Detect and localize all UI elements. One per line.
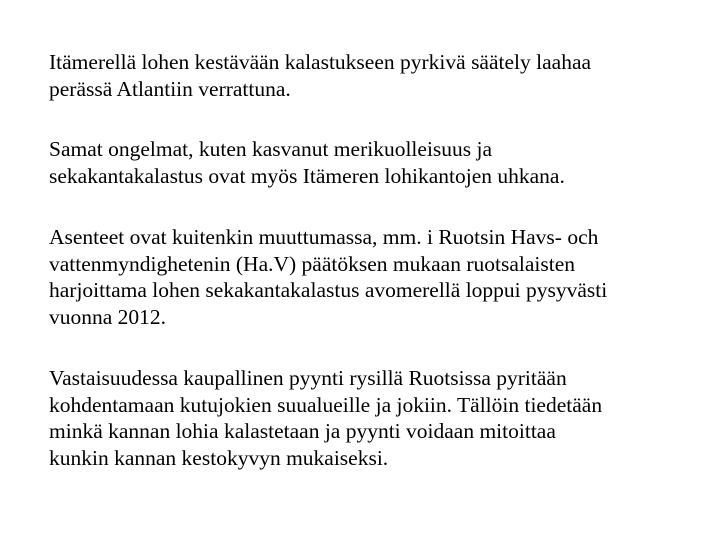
paragraph-atlantic-comparison <box>49 49 689 102</box>
text-line: sekakantakalastus ovat myös Itämeren lohikantojen uhkana. <box>49 163 565 188</box>
text-line: harjoittama lohen sekakantakalastus avomerellä loppui pysyvästi <box>49 278 608 302</box>
text-line: vuonna 2012. <box>49 304 167 329</box>
text-line: perässä Atlantiin verrattuna. <box>49 76 291 101</box>
text-line: Asenteet ovat kuitenkin muuttumassa, mm. i Ruotsin Havs- och <box>49 225 599 249</box>
paragraph-problems <box>49 136 689 189</box>
paragraph-attitudes <box>49 224 689 330</box>
text-line: vattenmyndighetenin (Ha.V) päätöksen mukaan ruotsalaisten <box>49 251 575 276</box>
text-line: Samat ongelmat, kuten kasvanut merikuolleisuus ja <box>49 137 493 161</box>
text-line: Vastaisuudessa kaupallinen pyynti rysillä Ruotsissa pyritään <box>49 366 567 390</box>
paragraph-future-fishing <box>49 365 689 471</box>
text-line: kohdentamaan kutujokien suualueille ja jokiin. Tällöin tiedetään <box>49 392 603 417</box>
text-line: kunkin kannan kestokyvyn mukaiseksi. <box>49 445 389 470</box>
text-line: minkä kannan lohia kalastetaan ja pyynti voidaan mitoittaa <box>49 419 556 443</box>
text-line: Itämerellä lohen kestävään kalastukseen pyrkivä säätely laahaa <box>49 50 592 74</box>
